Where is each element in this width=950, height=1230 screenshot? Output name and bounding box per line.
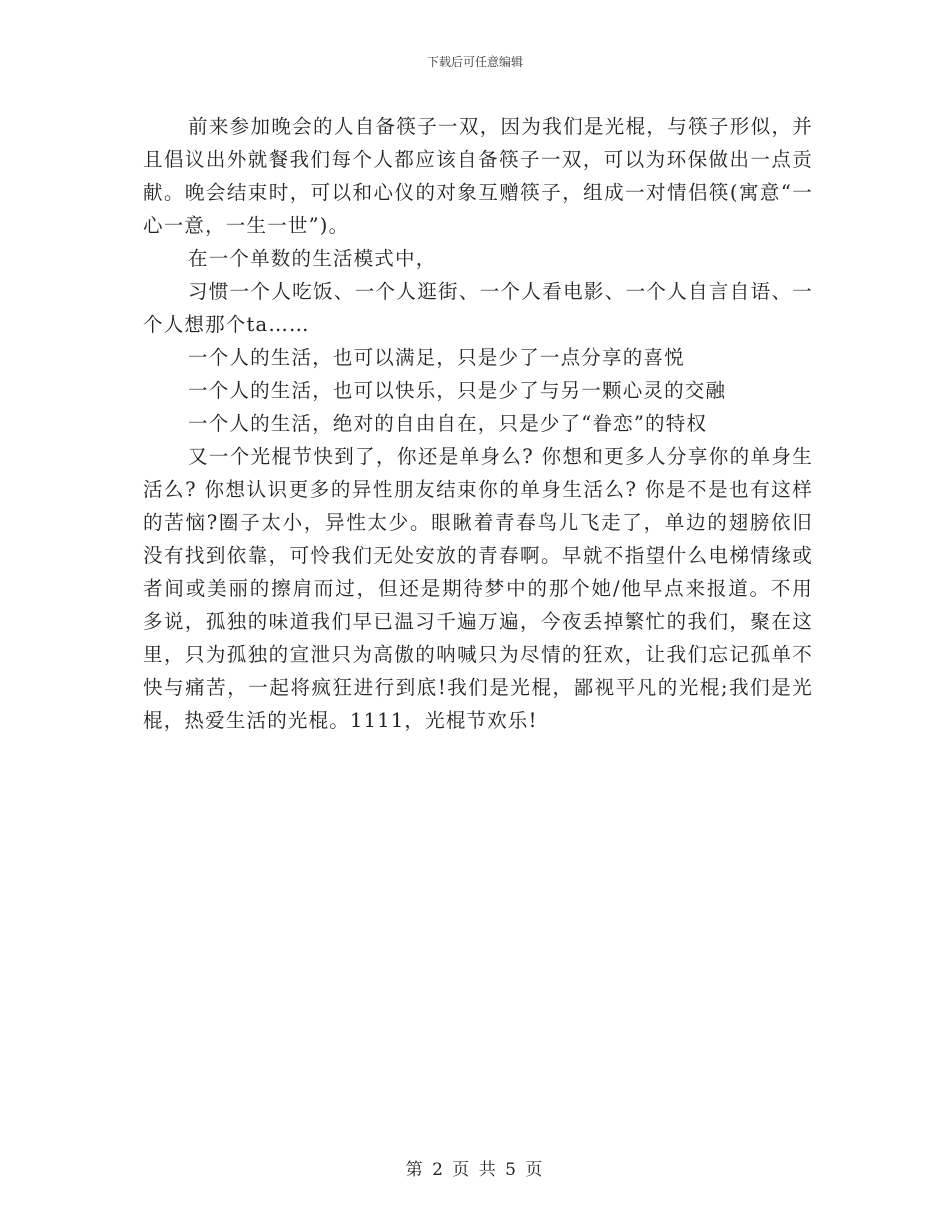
- page-number: 第 2 页 共 5 页: [405, 1160, 545, 1180]
- page-header: 下载后可任意编辑: [426, 55, 523, 69]
- paragraph-happy: 一个人的生活，也可以快乐，只是少了与另一颗心灵的交融: [188, 379, 727, 402]
- paragraph-freedom: 一个人的生活，绝对的自由自在，只是少了“眷恋”的特权: [188, 412, 708, 435]
- paragraph-singles-day: 又一个光棍节快到了，你还是单身么? 你想和更多人分享你的单身生活么? 你想认识更多的异性朋友结束你的单身生活么? 你是不是也有这样的苦恼?圈子太小，异性太少。眼瞅着青春鸟儿飞走了，单边的翅膀依旧没有找到依靠，可怜我们无处安放的青春啊。早就不指望什么电梯情缘或者间或美丽的擦肩而过，但还是期待梦中的那个她/他早点来报道。不用多说，孤独的味道我们早已温习千遍万遍，今夜丢掉繁忙的我们，聚在这里，只为孤独的宣泄只为高傲的呐喊只为尽情的狂欢，让我们忘记孤单不快与痛苦，一起将疯狂进行到底!我们是光棍，鄙视平凡的光棍;我们是光棍，热爱生活的光棍。1111，光棍节欢乐!: [143, 445, 813, 732]
- paragraph-habits: 习惯一个人吃饭、一个人逛街、一个人看电影、一个人自言自语、一个人想那个ta……: [143, 280, 813, 336]
- paragraph-chopsticks: 前来参加晚会的人自备筷子一双，因为我们是光棍，与筷子形似，并且倡议出外就餐我们每个人都应该自备筷子一双，可以为环保做出一点贡献。晚会结束时，可以和心仪的对象互赠筷子，组成一对情侣筷(寓意“一心一意，一生一世”)。: [143, 115, 813, 237]
- document-body: [143, 110, 813, 737]
- paragraph-satisfied: 一个人的生活，也可以满足，只是少了一点分享的喜悦: [188, 346, 685, 369]
- paragraph-single-mode: 在一个单数的生活模式中，: [188, 247, 437, 270]
